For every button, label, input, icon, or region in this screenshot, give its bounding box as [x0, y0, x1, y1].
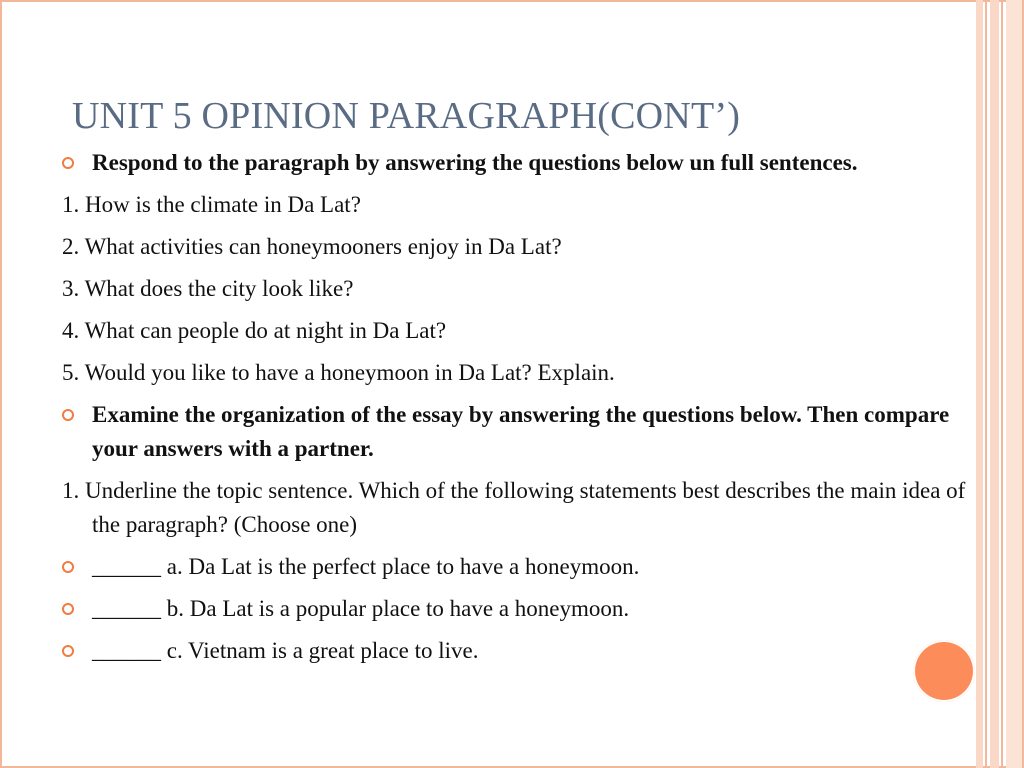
- list-item: [62, 634, 972, 668]
- bullet-icon: [62, 603, 74, 615]
- slide-title: UNIT 5 OPINION PARAGRAPH(CONT’): [72, 95, 741, 137]
- bullet-icon: [62, 157, 74, 169]
- item-text: ______ a. Da Lat is the perfect place to have a honeymoon.: [92, 554, 640, 579]
- list-item: [62, 188, 972, 222]
- bullet-icon: [62, 645, 74, 657]
- bullet-icon: [62, 409, 74, 421]
- item-text: 1. How is the climate in Da Lat?: [62, 192, 361, 217]
- decorative-stripe: [990, 0, 999, 768]
- list-item: [62, 146, 972, 180]
- item-text: Respond to the paragraph by answering the questions below un full sentences.: [92, 150, 858, 175]
- item-text: 4. What can people do at night in Da Lat?: [62, 318, 447, 343]
- item-text: Examine the organization of the essay by answering the questions below. Then compare your answers with a partner.: [92, 402, 950, 461]
- list-item: [62, 592, 972, 626]
- list-item: [62, 550, 972, 584]
- item-text: ______ c. Vietnam is a great place to live.: [92, 638, 479, 663]
- list-item: [62, 398, 972, 466]
- item-text: 1. Underline the topic sentence. Which of the following statements best describes the main idea of the paragraph? (Choose one): [62, 478, 966, 537]
- list-item: [62, 356, 972, 390]
- decorative-stripe: [1001, 0, 1003, 768]
- list-item: [62, 272, 972, 306]
- list-item: [62, 474, 972, 542]
- list-item: [62, 230, 972, 264]
- decorative-stripe: [985, 0, 987, 768]
- slide-body: [62, 146, 972, 676]
- decorative-stripe: [1006, 0, 1022, 768]
- list-item: [62, 314, 972, 348]
- item-text: ______ b. Da Lat is a popular place to have a honeymoon.: [92, 596, 630, 621]
- item-text: 2. What activities can honeymooners enjoy in Da Lat?: [62, 234, 562, 259]
- item-text: 3. What does the city look like?: [62, 276, 354, 301]
- item-text: 5. Would you like to have a honeymoon in Da Lat? Explain.: [62, 360, 615, 385]
- decorative-stripe: [976, 0, 983, 768]
- bullet-icon: [62, 561, 74, 573]
